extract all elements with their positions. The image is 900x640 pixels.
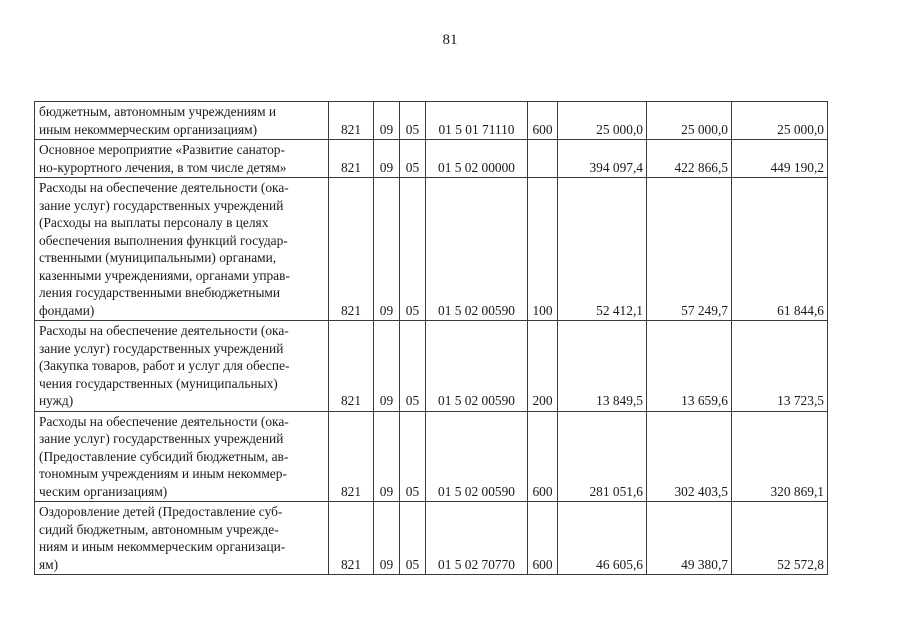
ministry-code-cell: 821 [329, 140, 374, 178]
expense-name-line: ческим организациям) [39, 483, 168, 499]
expense-name-line: Расходы на обеспечение деятельности (ока- [39, 180, 289, 195]
amount-year-2-cell: 302 403,5 [647, 411, 732, 502]
amount-year-3-cell: 449 190,2 [732, 140, 828, 178]
expense-name-line: ниям и иным некоммерческим организаци- [39, 539, 286, 554]
expense-name-line: иным некоммерческим организациям) [39, 121, 258, 137]
table-row [35, 140, 828, 178]
expense-type-cell: 200 [528, 321, 558, 412]
expense-name-line: сидий бюджетным, автономным учрежде- [39, 521, 279, 537]
target-article-cell: 01 5 02 00590 [426, 321, 528, 412]
amount-year-1-cell: 13 849,5 [558, 321, 647, 412]
subsection-code-cell: 05 [400, 178, 426, 321]
table-row [35, 321, 828, 412]
ministry-code-cell: 821 [329, 411, 374, 502]
section-code-cell: 09 [374, 178, 400, 321]
section-code-cell: 09 [374, 502, 400, 575]
table-body [35, 102, 828, 575]
expense-name-line: зание услуг) государственных учреждений [39, 340, 284, 356]
subsection-code-cell: 05 [400, 502, 426, 575]
amount-year-1-cell: 394 097,4 [558, 140, 647, 178]
amount-year-3-cell: 25 000,0 [732, 102, 828, 140]
expense-name-line: ственными (муниципальными) органами, [39, 250, 277, 265]
subsection-code-cell: 05 [400, 321, 426, 412]
budget-table [34, 101, 828, 575]
target-article-cell: 01 5 01 71110 [426, 102, 528, 140]
section-code-cell: 09 [374, 411, 400, 502]
amount-year-2-cell: 25 000,0 [647, 102, 732, 140]
ministry-code-cell: 821 [329, 502, 374, 575]
target-article-cell: 01 5 02 00590 [426, 178, 528, 321]
expense-name-line: бюджетным, автономным учреждениям и [39, 104, 277, 119]
amount-year-3-cell: 52 572,8 [732, 502, 828, 575]
expense-name-line: (Предоставление субсидий бюджетным, ав- [39, 448, 289, 464]
expense-name-line: фондами) [39, 302, 95, 318]
expense-name-cell [35, 140, 329, 178]
expense-name-line: но-курортного лечения, в том числе детям» [39, 159, 287, 175]
expense-name-line: (Расходы на выплаты персоналу в целях [39, 215, 269, 230]
expense-name-cell [35, 102, 329, 140]
target-article-cell: 01 5 02 00000 [426, 140, 528, 178]
section-code-cell: 09 [374, 321, 400, 412]
section-code-cell: 09 [374, 140, 400, 178]
amount-year-2-cell: 13 659,6 [647, 321, 732, 412]
expense-name-line: (Закупка товаров, работ и услуг для обеспе- [39, 358, 290, 373]
expense-name-cell [35, 502, 329, 575]
expense-name-line: тономным учреждениям и иным некоммер- [39, 466, 287, 481]
subsection-code-cell: 05 [400, 411, 426, 502]
ministry-code-cell: 821 [329, 178, 374, 321]
expense-name-line: чения государственных (муниципальных) [39, 375, 278, 391]
expense-name-line: обеспечения выполнения функций государ- [39, 232, 288, 248]
amount-year-3-cell: 320 869,1 [732, 411, 828, 502]
amount-year-2-cell: 422 866,5 [647, 140, 732, 178]
expense-name-line: Расходы на обеспечение деятельности (ока- [39, 323, 289, 338]
table-row [35, 102, 828, 140]
expense-type-cell: 100 [528, 178, 558, 321]
expense-type-cell: 600 [528, 502, 558, 575]
page-number: 81 [442, 32, 458, 48]
amount-year-2-cell: 57 249,7 [647, 178, 732, 321]
amount-year-1-cell: 46 605,6 [558, 502, 647, 575]
target-article-cell: 01 5 02 00590 [426, 411, 528, 502]
expense-type-cell: 600 [528, 411, 558, 502]
expense-type-cell [528, 140, 558, 178]
expense-name-line: зание услуг) государственных учреждений [39, 431, 284, 446]
expense-name-cell [35, 411, 329, 502]
expense-name-line: Оздоровление детей (Предоставление суб- [39, 504, 283, 519]
amount-year-1-cell: 281 051,6 [558, 411, 647, 502]
amount-year-2-cell: 49 380,7 [647, 502, 732, 575]
table-row [35, 502, 828, 575]
expense-name-cell [35, 321, 329, 412]
expense-name-cell [35, 178, 329, 321]
expense-type-cell: 600 [528, 102, 558, 140]
expense-name-line: ления государственными внебюджетными [39, 285, 281, 300]
table-row [35, 178, 828, 321]
ministry-code-cell: 821 [329, 321, 374, 412]
expense-name-line: нужд) [39, 393, 74, 408]
expense-name-line: казенными учреждениями, органами управ- [39, 267, 290, 283]
amount-year-1-cell: 52 412,1 [558, 178, 647, 321]
subsection-code-cell: 05 [400, 102, 426, 140]
amount-year-3-cell: 61 844,6 [732, 178, 828, 321]
ministry-code-cell: 821 [329, 102, 374, 140]
expense-name-line: Расходы на обеспечение деятельности (ока- [39, 413, 289, 429]
amount-year-1-cell: 25 000,0 [558, 102, 647, 140]
section-code-cell: 09 [374, 102, 400, 140]
expense-name-line: ям) [39, 556, 59, 572]
amount-year-3-cell: 13 723,5 [732, 321, 828, 412]
expense-name-line: зание услуг) государственных учреждений [39, 197, 284, 213]
table-row [35, 411, 828, 502]
target-article-cell: 01 5 02 70770 [426, 502, 528, 575]
expense-name-line: Основное мероприятие «Развитие санатор- [39, 142, 285, 157]
subsection-code-cell: 05 [400, 140, 426, 178]
